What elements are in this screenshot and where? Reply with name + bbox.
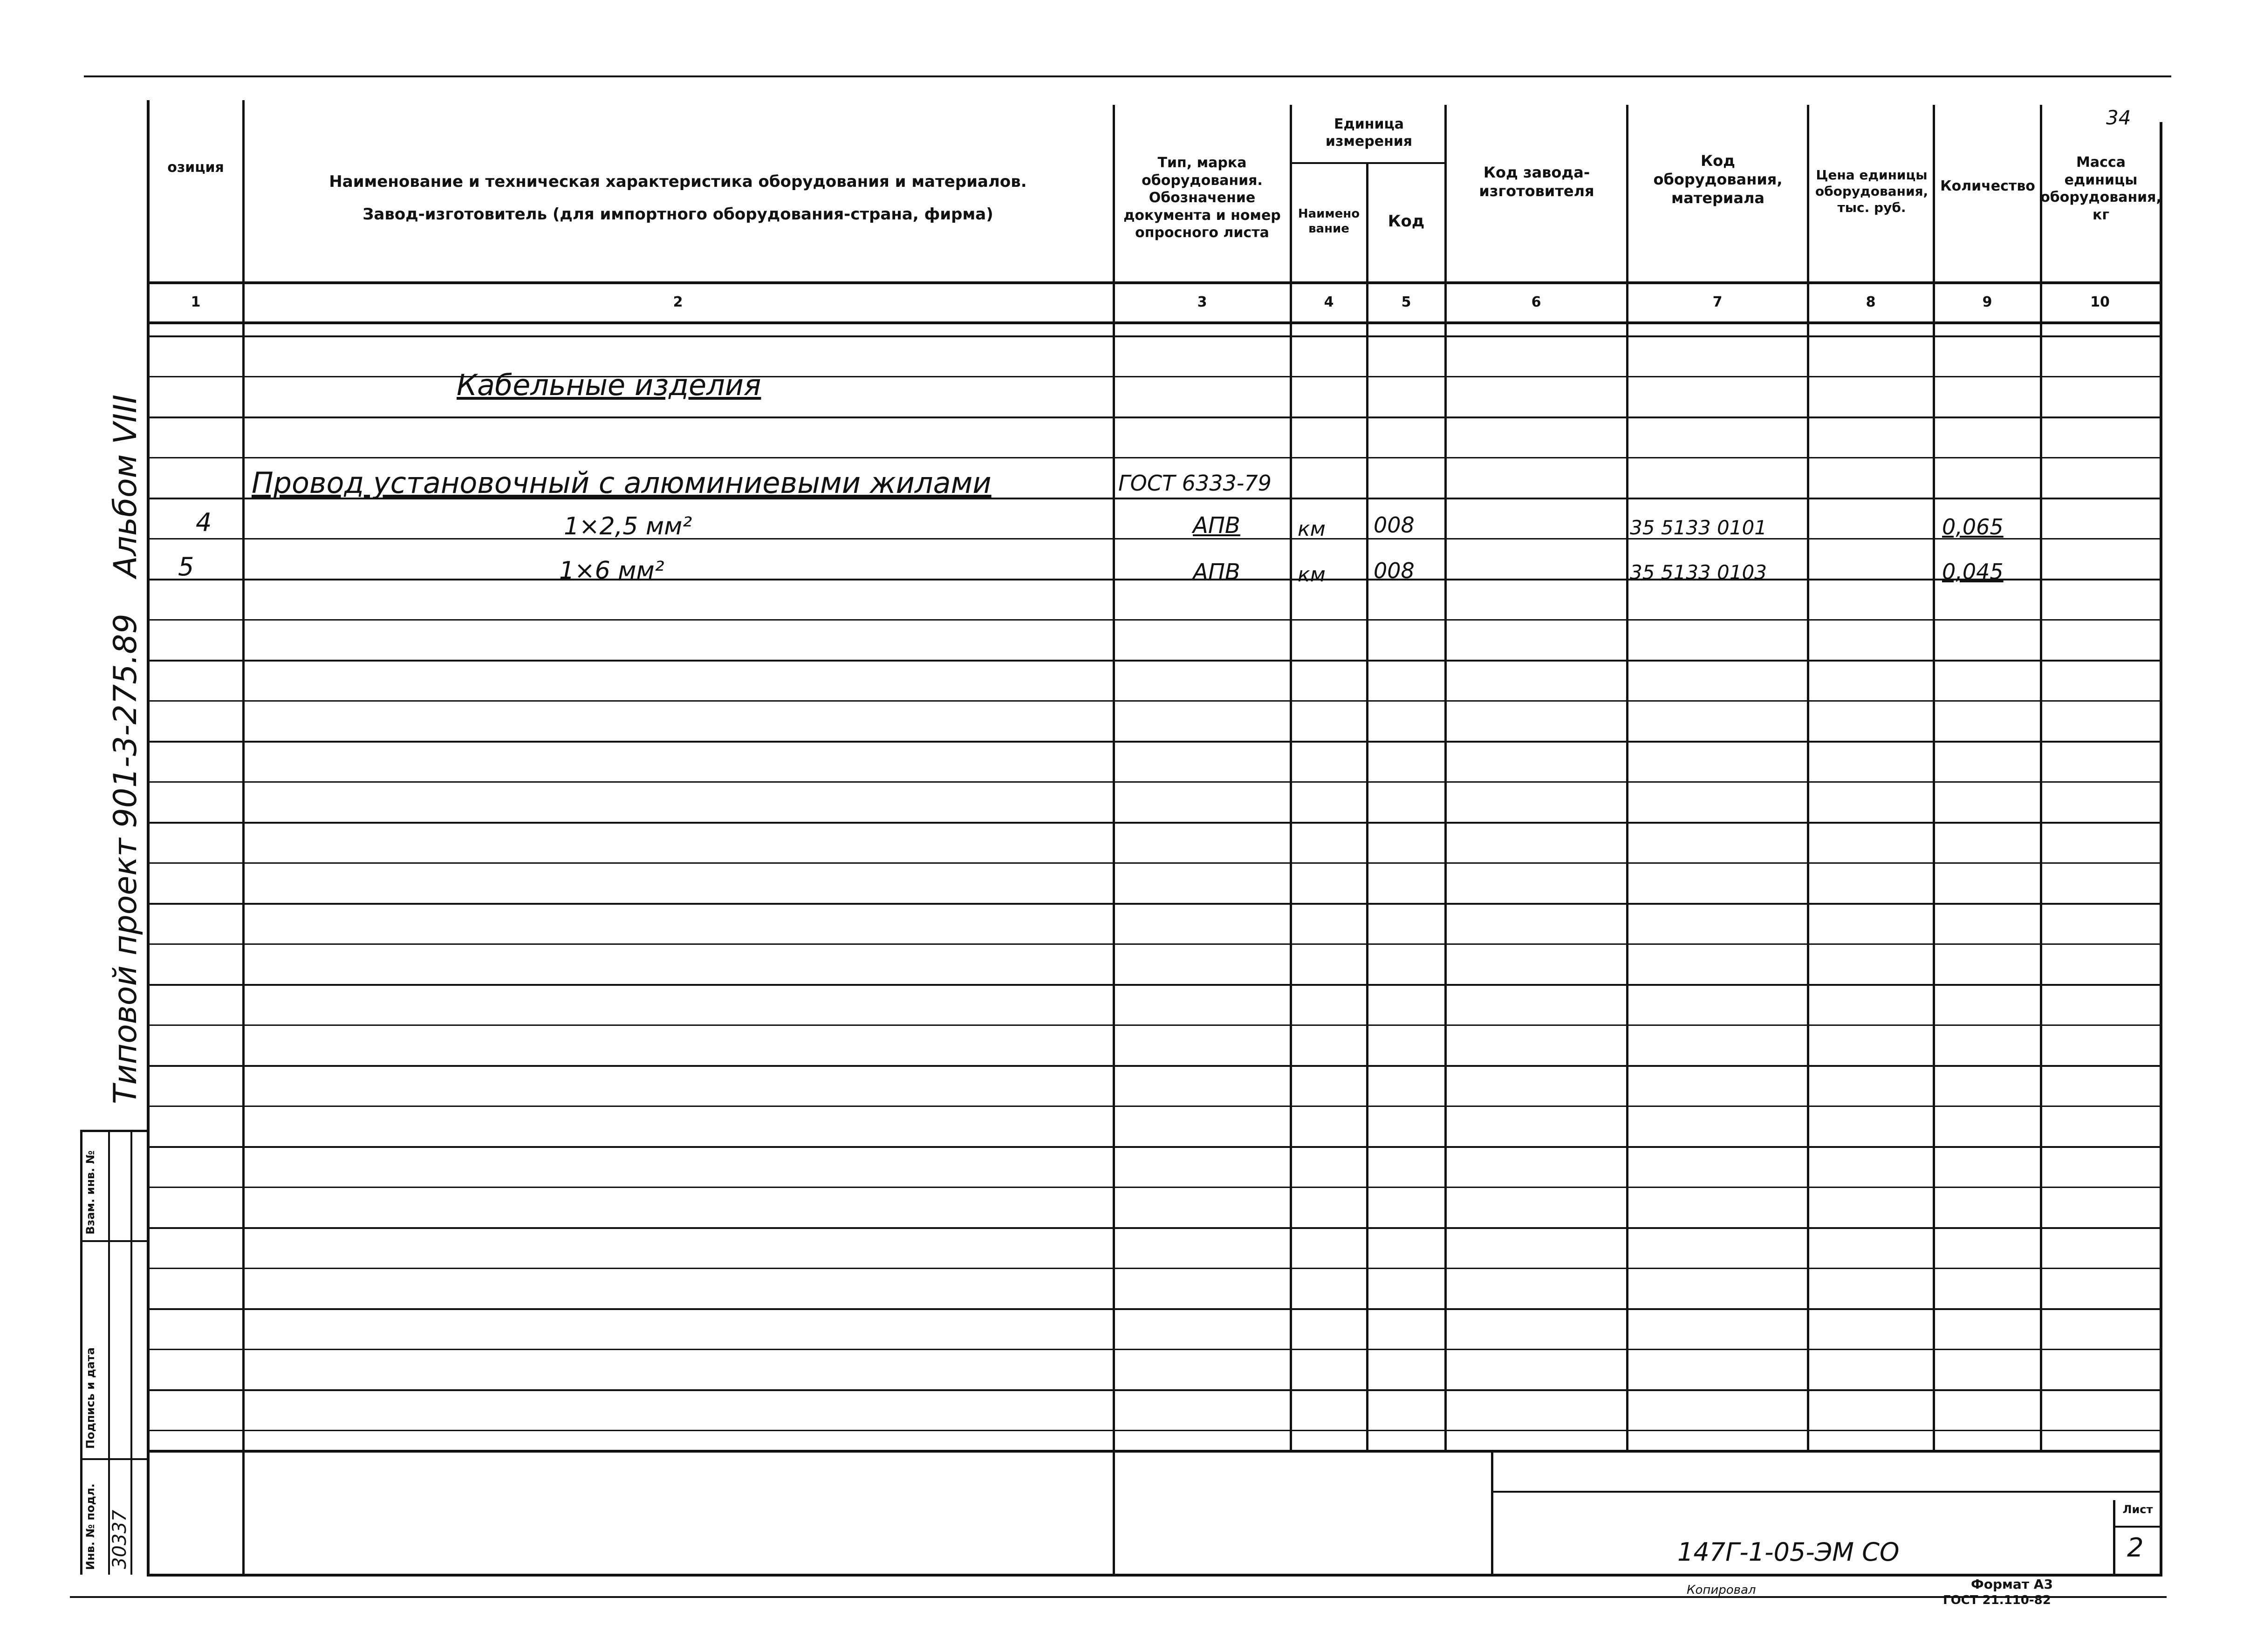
header-unit-group: Единица измерения xyxy=(1325,116,1413,150)
titleblock-split xyxy=(1491,1491,2162,1493)
row-line xyxy=(147,1146,2162,1148)
row-material-code: 35 5133 0103 xyxy=(1630,561,1767,584)
header-col2-line2: Завод-изготовитель (для импортного оборудования-страна, фирма) xyxy=(362,205,993,224)
row-line xyxy=(147,1268,2162,1269)
colnum-5: 5 xyxy=(1401,294,1411,310)
titleblock-top xyxy=(147,1450,2162,1453)
frame-right xyxy=(2160,122,2162,1576)
col-line-4 xyxy=(1366,162,1368,1451)
stamp-replace-label: Взам. инв. № xyxy=(84,1150,97,1235)
row-name: 1×2,5 мм² xyxy=(564,512,692,540)
document-designation: 147Г-1-05-ЭМ СО xyxy=(1677,1537,1900,1567)
row-line xyxy=(147,457,2162,458)
row-type: АПВ xyxy=(1193,559,1240,585)
row-line xyxy=(147,903,2162,905)
row-line xyxy=(147,619,2162,621)
product-name: Провод установочный с алюминиевыми жилами xyxy=(252,466,992,500)
page-number: 34 xyxy=(2106,106,2131,129)
row-unit: км xyxy=(1298,517,1326,541)
stamp-border-left xyxy=(80,1130,82,1575)
titleblock-left xyxy=(1491,1450,1493,1575)
row-line xyxy=(147,1389,2162,1391)
row-line xyxy=(147,660,2162,662)
colnum-2: 2 xyxy=(673,294,683,310)
header-col5: Код xyxy=(1388,212,1425,231)
row-pos: 4 xyxy=(196,508,212,537)
stamp-divider-2 xyxy=(130,1130,132,1575)
row-code: 008 xyxy=(1374,558,1415,583)
header-col8: Цена единицы оборудования, тыс. руб. xyxy=(1815,167,1929,215)
sheet-value: 2 xyxy=(2127,1533,2144,1563)
stamp-split-1 xyxy=(80,1240,148,1242)
header-col6: Код завода-изготовителя xyxy=(1479,164,1594,200)
row-line xyxy=(147,781,2162,783)
row-line xyxy=(147,943,2162,945)
gost-label: ГОСТ 21.110-82 xyxy=(1943,1593,2051,1607)
row-type: АПВ xyxy=(1193,512,1240,539)
row-line xyxy=(147,700,2162,702)
frame-bottom xyxy=(147,1574,2162,1577)
colnum-3: 3 xyxy=(1197,294,1207,310)
colnum-9: 9 xyxy=(1982,294,1992,310)
header-col3: Тип, марка оборудования. Обозначение документа и номер опросного листа xyxy=(1123,155,1281,241)
row-line xyxy=(147,335,2162,337)
header-col9: Количество xyxy=(1940,178,2035,195)
colnum-8: 8 xyxy=(1866,294,1876,310)
bottom-border-line xyxy=(70,1596,2167,1598)
stamp-top xyxy=(80,1130,148,1132)
row-line xyxy=(147,416,2162,418)
row-line xyxy=(147,1349,2162,1350)
col-line-1 xyxy=(242,100,245,1575)
row-line xyxy=(147,1187,2162,1188)
row-code: 008 xyxy=(1374,512,1415,538)
header-col1: озиция xyxy=(167,159,224,176)
col-line-2 xyxy=(1113,105,1115,1575)
colnum-6: 6 xyxy=(1531,294,1541,310)
row-line xyxy=(147,1308,2162,1310)
project-text: Типовой проект 901-3-275.89 xyxy=(107,614,144,1104)
stamp-inv-value: 30337 xyxy=(109,1509,130,1569)
colnum-4: 4 xyxy=(1324,294,1334,310)
row-line xyxy=(147,376,2162,377)
row-line xyxy=(147,1065,2162,1067)
album-text: Альбом VIII xyxy=(107,394,144,578)
row-line xyxy=(147,741,2162,743)
sheet-label: Лист xyxy=(2122,1503,2153,1516)
format-label: Формат А3 xyxy=(1971,1577,2053,1592)
row-line xyxy=(147,1024,2162,1026)
header-col10: Масса единицы оборудования, кг xyxy=(2040,154,2161,223)
stamp-inv-label: Инв. № подл. xyxy=(84,1483,97,1570)
header-col7: Код оборудования, материала xyxy=(1653,152,1783,207)
stamp-sign-label: Подпись и дата xyxy=(84,1347,97,1449)
stamp-divider-1 xyxy=(108,1130,110,1575)
stamp-split-2 xyxy=(80,1458,148,1460)
row-line xyxy=(147,1106,2162,1107)
product-standard: ГОСТ 6333-79 xyxy=(1118,471,1272,496)
row-line xyxy=(147,862,2162,864)
header-col4: Наименование xyxy=(1298,206,1360,236)
colnum-10: 10 xyxy=(2090,294,2110,310)
row-qty: 0,065 xyxy=(1942,514,2004,539)
numbers-row-line xyxy=(147,321,2162,324)
row-qty: 0,045 xyxy=(1942,559,2004,584)
row-unit: км xyxy=(1298,563,1326,587)
copied-label: Копировал xyxy=(1687,1583,1756,1597)
row-material-code: 35 5133 0101 xyxy=(1630,516,1767,539)
row-pos: 5 xyxy=(178,552,194,581)
sheet-box-split xyxy=(2113,1526,2162,1528)
row-line xyxy=(147,538,2162,539)
top-border-line xyxy=(84,75,2171,77)
row-line xyxy=(147,1430,2162,1431)
row-line xyxy=(147,822,2162,824)
row-line xyxy=(147,1227,2162,1229)
row-name: 1×6 мм² xyxy=(559,557,664,585)
row-line xyxy=(147,579,2162,580)
colnum-1: 1 xyxy=(191,294,201,310)
section-title: Кабельные изделия xyxy=(457,368,761,402)
header-col2-line1: Наименование и техническая характеристика оборудования и материалов. xyxy=(329,172,1027,191)
colnum-7: 7 xyxy=(1712,294,1723,310)
row-line xyxy=(147,984,2162,986)
